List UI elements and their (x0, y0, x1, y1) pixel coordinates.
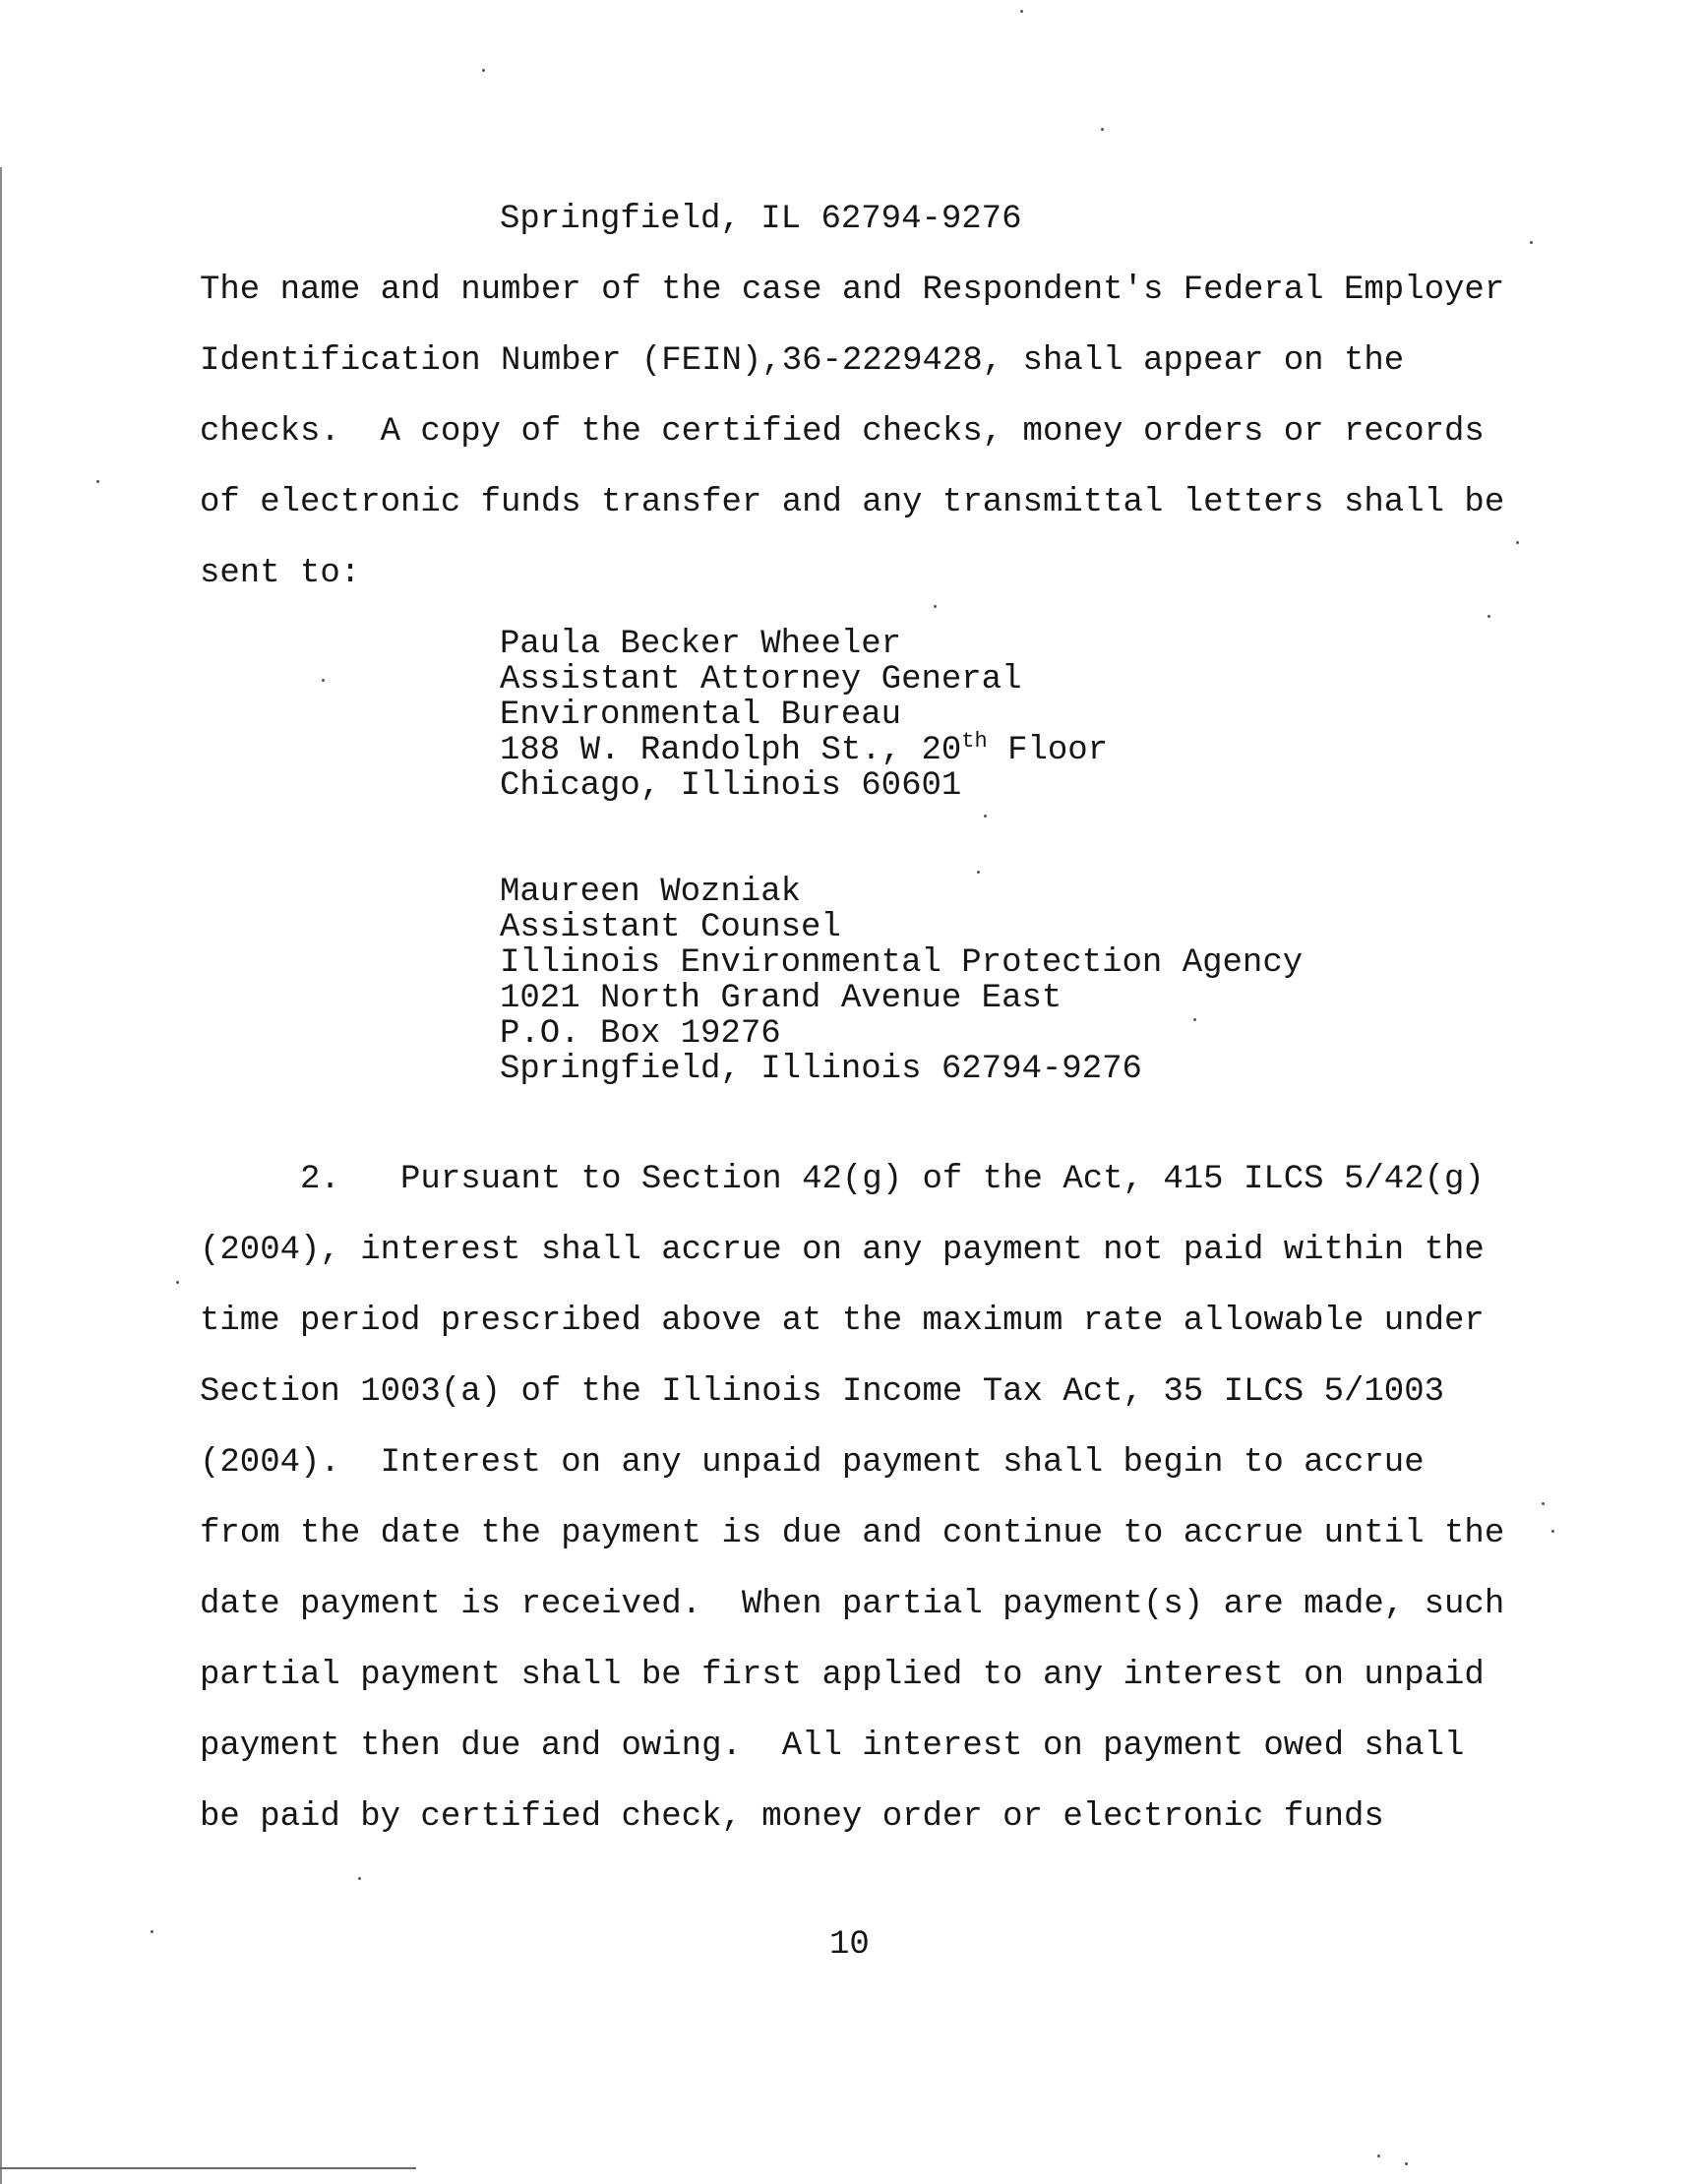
paragraph-line: sent to: (200, 555, 361, 592)
bottom-margin-rule (0, 2167, 416, 2169)
paragraph-line: Section 1003(a) of the Illinois Income Tax Act, 35 ILCS 5/1003 (200, 1373, 1445, 1411)
paragraph-line: time period prescribed above at the maximum rate allowable under (200, 1303, 1485, 1340)
scan-speck (1020, 10, 1023, 13)
page-number: 10 (829, 1926, 870, 1964)
scan-speck (96, 480, 99, 483)
paragraph-line: of electronic funds transfer and any transmittal letters shall be (200, 484, 1505, 521)
paragraph-line: payment then due and owing. All interest on payment owed shall (200, 1728, 1465, 1765)
address-agency: Illinois Environmental Protection Agency (500, 944, 1304, 982)
address-name: Paula Becker Wheeler (500, 626, 902, 663)
left-margin-rule (0, 167, 2, 2184)
address-bureau: Environmental Bureau (500, 697, 902, 734)
paragraph-line: from the date the payment is due and continue to accrue until the (200, 1515, 1505, 1552)
scan-speck (1530, 241, 1533, 244)
address-city: Springfield, Illinois 62794-9276 (500, 1051, 1142, 1088)
address-name: Maureen Wozniak (500, 874, 802, 911)
scan-speck (1488, 615, 1490, 618)
scan-speck (482, 69, 485, 72)
paragraph-line: (2004), interest shall accrue on any payment not paid within the (200, 1232, 1485, 1269)
scan-speck (1516, 541, 1519, 544)
paragraph-line: partial payment shall be first applied to any interest on unpaid (200, 1657, 1485, 1694)
paragraph-line: be paid by certified check, money order or electronic funds (200, 1798, 1384, 1836)
paragraph-line: (2004). Interest on any unpaid payment shall begin to accrue (200, 1444, 1425, 1482)
paragraph-line: date payment is received. When partial payment(s) are made, such (200, 1586, 1505, 1623)
scan-speck (358, 1877, 361, 1880)
address-street: 1021 North Grand Avenue East (500, 980, 1062, 1017)
scan-speck (151, 1930, 153, 1933)
scan-speck (1193, 1018, 1196, 1021)
address-title: Assistant Counsel (500, 909, 841, 946)
address-title: Assistant Attorney General (500, 661, 1022, 698)
scan-speck (1542, 1502, 1545, 1505)
header-city-line: Springfield, IL 62794-9276 (500, 201, 1022, 238)
address-street-prefix: 188 W. Randolph St., 20 (500, 732, 962, 769)
scan-speck (934, 605, 937, 608)
scan-speck (1101, 128, 1104, 131)
paragraph-line: checks. A copy of the certified checks, money orders or records (200, 413, 1485, 451)
scan-speck (1551, 1530, 1554, 1533)
scan-speck (1405, 2162, 1408, 2165)
paragraph-line: The name and number of the case and Respondent's Federal Employer (200, 272, 1505, 309)
address-street (500, 729, 1109, 769)
scan-speck (176, 1281, 179, 1284)
scan-speck (1377, 2154, 1380, 2157)
address-city: Chicago, Illinois 60601 (500, 767, 962, 805)
scan-speck (977, 871, 980, 874)
paragraph-line: Identification Number (FEIN),36-2229428, shall appear on the (200, 342, 1405, 380)
scan-speck (984, 815, 987, 818)
address-po-box: P.O. Box 19276 (500, 1015, 781, 1053)
scan-speck (322, 679, 325, 682)
paragraph-line: 2. Pursuant to Section 42(g) of the Act, 415 ILCS 5/42(g) (200, 1161, 1485, 1198)
address-street-ordinal: th (961, 729, 988, 754)
address-street-suffix: Floor (987, 732, 1109, 769)
